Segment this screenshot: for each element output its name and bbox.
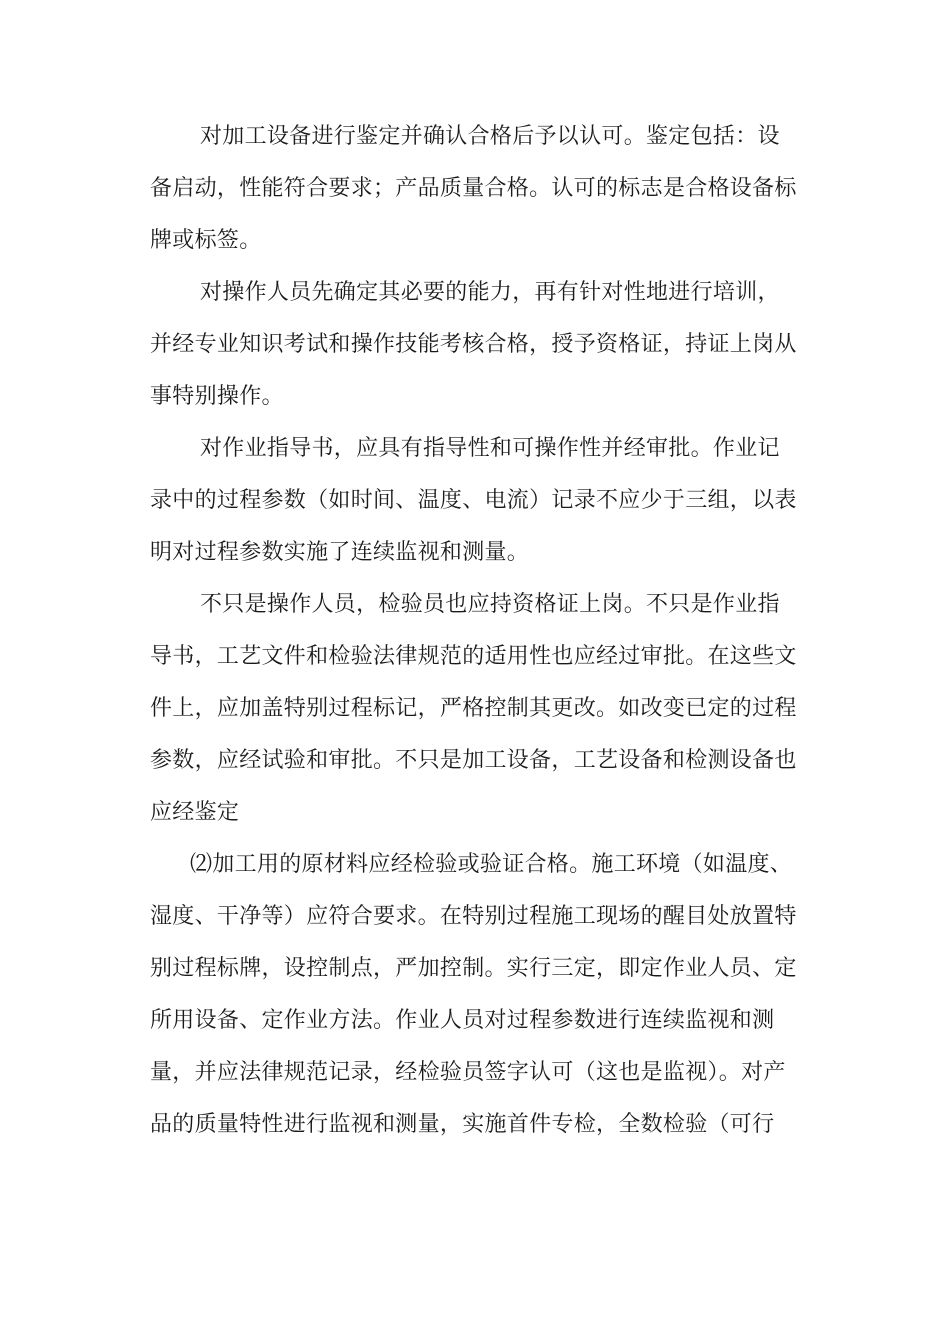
paragraph-4-line-1: 不只是操作人员，检验员也应持资格证上岗。不只是作业指 [200, 592, 780, 617]
paragraph-1-line-1: 对加工设备进行鉴定并确认合格后予以认可。鉴定包括：设 [200, 124, 780, 149]
paragraph-4-line-4: 参数，应经试验和审批。不只是加工设备，工艺设备和检测设备也 [150, 748, 797, 773]
paragraph-1-line-3: 牌或标签。 [150, 228, 262, 253]
paragraph-5-line-1: ⑵加工用的原材料应经检验或验证合格。施工环境（如温度、 [190, 852, 793, 877]
paragraph-2-line-2: 并经专业知识考试和操作技能考核合格，授予资格证，持证上岗从 [150, 332, 797, 357]
paragraph-5-line-4: 所用设备、定作业方法。作业人员对过程参数进行连续监视和测 [150, 1008, 775, 1033]
paragraph-2-line-1: 对操作人员先确定其必要的能力，再有针对性地进行培训， [200, 280, 780, 305]
paragraph-5-line-5: 量，并应法律规范记录，经检验员签字认可（这也是监视）。对产 [150, 1060, 786, 1085]
paragraph-5-line-2: 湿度、干净等）应符合要求。在特别过程施工现场的醒目处放置特 [150, 904, 797, 929]
paragraph-1-line-2: 备启动，性能符合要求；产品质量合格。认可的标志是合格设备标 [150, 176, 797, 201]
paragraph-5-line-6: 品的质量特性进行监视和测量，实施首件专检，全数检验（可行 [150, 1112, 775, 1137]
paragraph-2-line-3: 事特别操作。 [150, 384, 284, 409]
paragraph-3-line-3: 明对过程参数实施了连续监视和测量。 [150, 540, 530, 565]
paragraph-3-line-1: 对作业指导书，应具有指导性和可操作性并经审批。作业记 [200, 436, 780, 461]
paragraph-4-line-3: 件上，应加盖特别过程标记，严格控制其更改。如改变已定的过程 [150, 696, 797, 721]
paragraph-4-line-5: 应经鉴定 [150, 800, 240, 825]
paragraph-5-line-3: 别过程标牌，设控制点，严加控制。实行三定，即定作业人员、定 [150, 956, 797, 981]
paragraph-4-line-2: 导书，工艺文件和检验法律规范的适用性也应经过审批。在这些文 [150, 644, 797, 669]
paragraph-3-line-2: 录中的过程参数（如时间、温度、电流）记录不应少于三组，以表 [150, 488, 797, 513]
